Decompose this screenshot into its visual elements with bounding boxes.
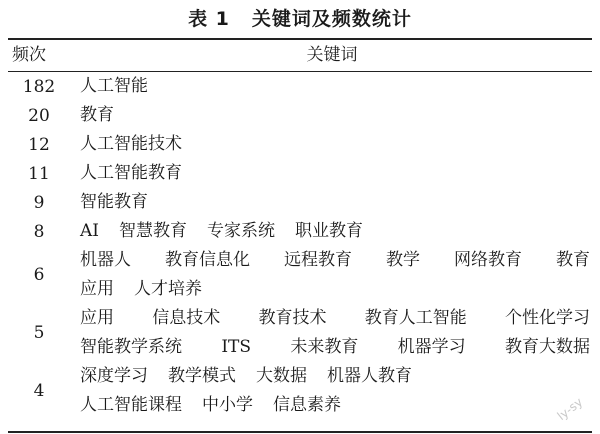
keyword: 远程教育	[284, 250, 352, 270]
table-row	[0, 362, 600, 420]
table-number: 表 1	[188, 8, 230, 30]
keyword: 大数据	[256, 366, 307, 386]
keyword-line	[80, 72, 590, 101]
keyword: 应用	[80, 308, 114, 328]
keyword-line	[80, 159, 590, 188]
keyword: 人工智能课程	[80, 395, 182, 415]
keyword: 人工智能教育	[80, 163, 182, 183]
keyword: 教育人工智能	[364, 308, 467, 328]
frequency-cell: 6	[33, 265, 45, 285]
watermark-text: ly-sy	[554, 394, 586, 424]
keyword: 教育大数据	[504, 337, 590, 357]
keyword-line	[80, 304, 590, 333]
frequency-cell: 9	[33, 192, 45, 213]
keywords-cell	[80, 304, 590, 362]
frequency-cell: 182	[22, 76, 56, 97]
keyword-line	[80, 333, 590, 362]
table-header	[0, 40, 600, 71]
keywords-cell	[80, 130, 590, 159]
frequency-cell: 11	[28, 163, 50, 184]
keywords-cell	[80, 101, 590, 130]
keywords-cell	[80, 217, 590, 246]
keyword: 网络教育	[454, 250, 522, 270]
keyword: 职业教育	[295, 221, 363, 241]
keyword-line	[80, 188, 590, 217]
keyword: 机器人教育	[327, 366, 412, 386]
keyword-line	[80, 217, 590, 246]
keywords-cell	[80, 246, 590, 304]
keyword: 中小学	[202, 395, 253, 415]
keyword: 人工智能技术	[80, 134, 182, 154]
keyword: 机器人	[80, 250, 131, 270]
table-row	[0, 101, 600, 130]
frequency-cell: 4	[33, 381, 45, 401]
keyword-line	[80, 101, 590, 130]
keyword: 教育	[80, 105, 114, 125]
keyword: 教育技术	[258, 308, 327, 328]
keywords-cell	[80, 72, 590, 101]
frequency-cell: 5	[33, 323, 45, 343]
keywords-cell	[80, 159, 590, 188]
table-row	[0, 159, 600, 188]
header-keywords: 关键词	[306, 45, 358, 65]
keyword: 个性化学习	[505, 308, 590, 328]
keyword: 信息技术	[152, 308, 221, 328]
keyword: 信息素养	[273, 395, 341, 415]
keyword: 智能教学系统	[80, 337, 182, 357]
keyword-line	[80, 246, 590, 275]
keyword-line	[80, 130, 590, 159]
table-caption	[0, 4, 600, 34]
keyword-line	[80, 391, 590, 420]
table-row	[0, 217, 600, 246]
table-row	[0, 130, 600, 159]
frequency-cell: 8	[33, 221, 45, 242]
keyword: 深度学习	[80, 366, 148, 386]
keyword: AI	[80, 221, 99, 241]
keyword: 专家系统	[207, 221, 275, 241]
keyword: 人才培养	[134, 279, 202, 299]
table-row	[0, 304, 600, 362]
keywords-cell	[80, 362, 590, 420]
keyword-line	[80, 362, 590, 391]
keyword: ITS	[221, 337, 252, 357]
keyword: 教育	[556, 250, 590, 270]
table-row	[0, 72, 600, 101]
keyword-line	[80, 275, 590, 304]
table-row	[0, 246, 600, 304]
keyword: 未来教育	[290, 337, 359, 357]
keyword: 人工智能	[80, 76, 148, 96]
frequency-cell: 20	[28, 105, 50, 126]
keyword: 教学模式	[168, 366, 236, 386]
keyword: 智慧教育	[119, 221, 187, 241]
keyword: 机器学习	[397, 337, 466, 357]
table-title: 关键词及频数统计	[251, 8, 412, 30]
keyword: 应用	[80, 279, 114, 299]
frequency-cell: 12	[28, 134, 50, 155]
bottom-rule	[8, 431, 592, 433]
keywords-cell	[80, 188, 590, 217]
keyword: 教育信息化	[165, 250, 250, 270]
keyword: 教学	[386, 250, 420, 270]
table-row	[0, 188, 600, 217]
keyword: 智能教育	[80, 192, 148, 212]
header-frequency: 频次	[12, 45, 46, 65]
